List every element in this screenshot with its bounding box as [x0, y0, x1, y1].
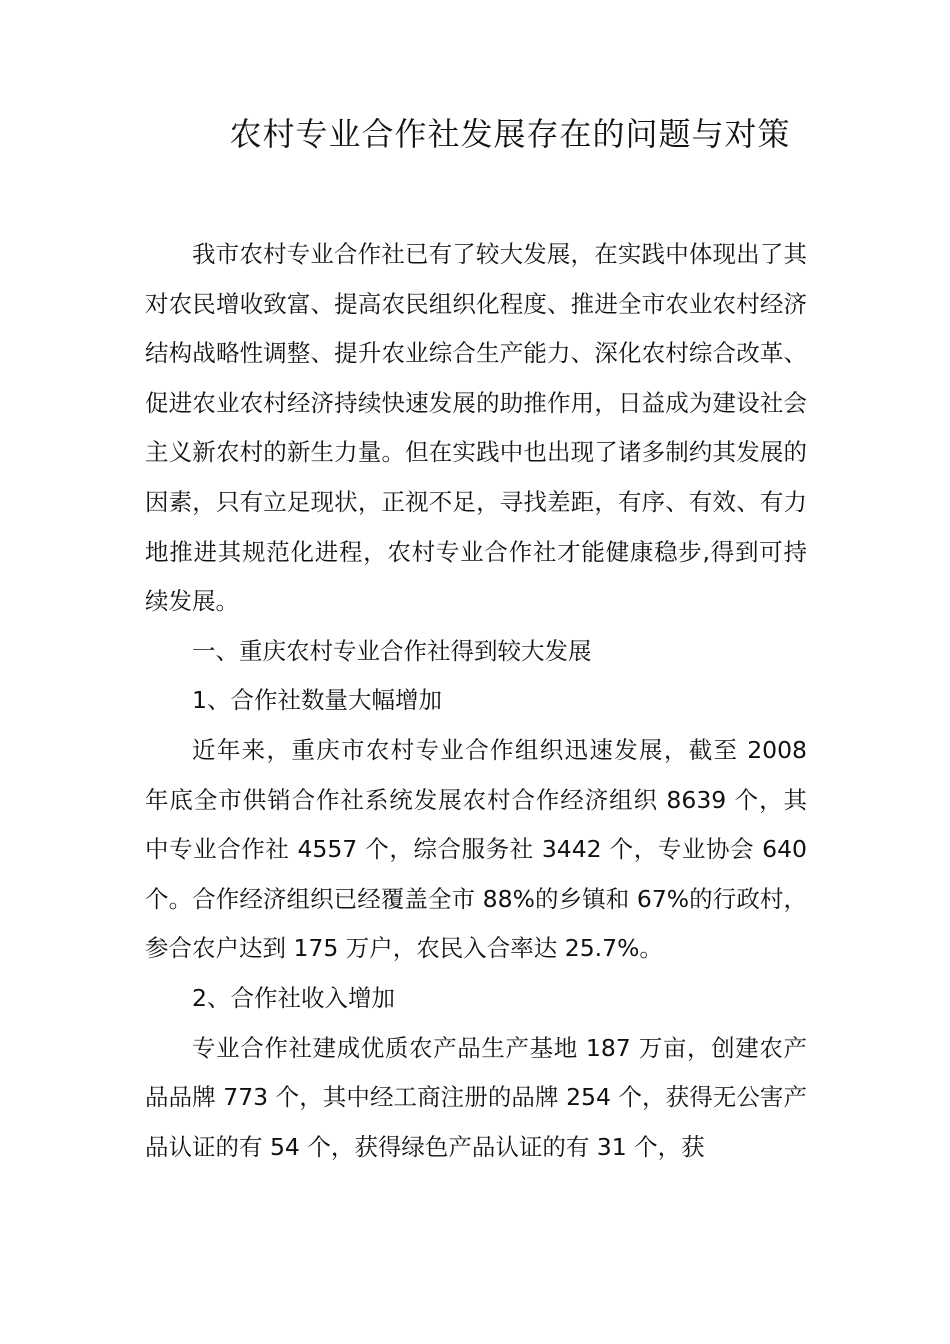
subsection-1-paragraph: 近年来，重庆市农村专业合作组织迅速发展，截至 2008 年底全市供销合作社系统发展农村合作经济组织 8639 个，其中专业合作社 4557 个，综合服务社 3442 个，专业协会 640 个。合作经济组织已经覆盖全市 88%的乡镇和 67%的行政村，参合农户达到 175 万户，农民入合率达 25.7%。 — [145, 735, 807, 963]
document-title: 农村专业合作社发展存在的问题与对策 — [229, 115, 791, 153]
subsection-heading-2: 2、合作社收入增加 — [192, 983, 395, 1012]
document-body — [145, 230, 807, 1172]
section-heading-1: 一、重庆农村专业合作社得到较大发展 — [192, 636, 592, 665]
intro-paragraph: 我市农村专业合作社已有了较大发展，在实践中体现出了其对农民增收致富、提高农民组织化程度、推进全市农业农村经济结构战略性调整、提升农业综合生产能力、深化农村综合改革、促进农业农村经济持续快速发展的助推作用，日益成为建设社会主义新农村的新生力量。但在实践中也出现了诸多制约其发展的因素，只有立足现状，正视不足，寻找差距，有序、有效、有力地推进其规范化进程，农村专业合作社才能健康稳步,得到可持续发展。 — [145, 240, 807, 616]
subsection-2-paragraph: 专业合作社建成优质农产品生产基地 187 万亩，创建农产品品牌 773 个，其中经工商注册的品牌 254 个，获得无公害产品认证的有 54 个，获得绿色产品认证的有 31 个，获 — [145, 1033, 807, 1161]
subsection-heading-1: 1、合作社数量大幅增加 — [192, 686, 442, 715]
